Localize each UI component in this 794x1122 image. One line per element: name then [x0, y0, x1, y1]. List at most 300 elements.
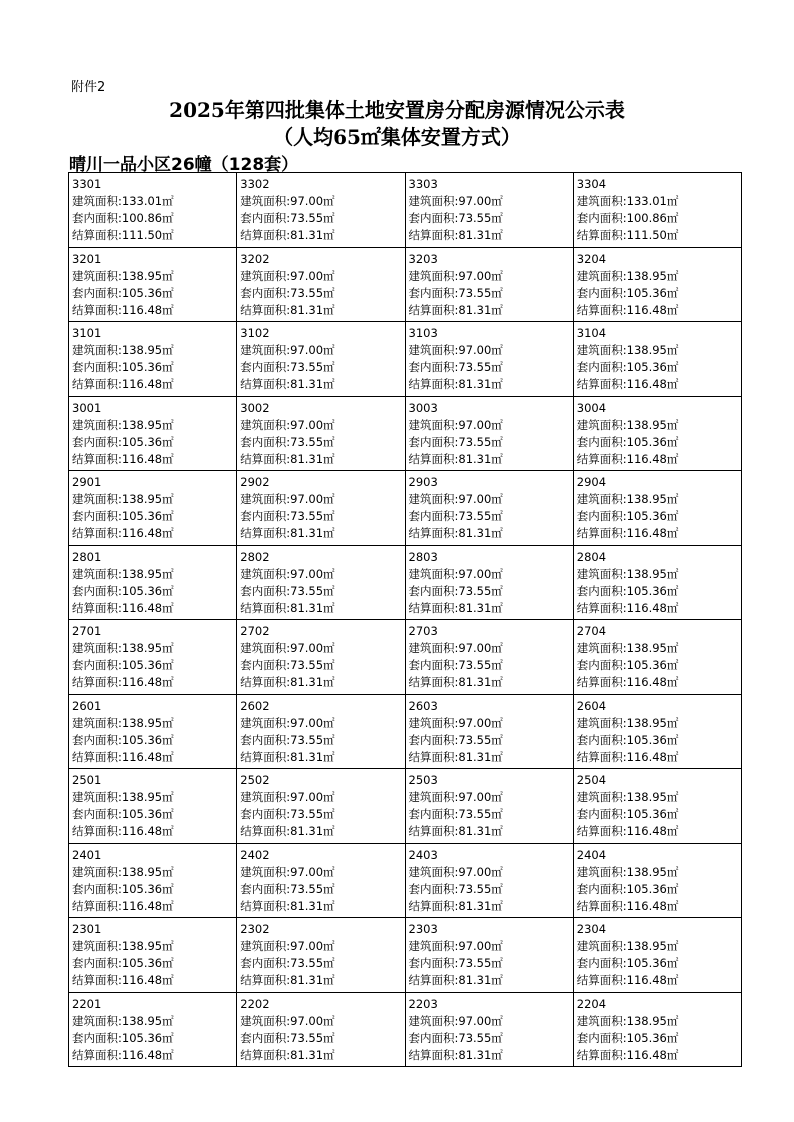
colon: : — [622, 641, 627, 655]
table-row — [69, 322, 742, 397]
build-area-value: 138.95㎡ — [626, 566, 679, 581]
settle-area-value: 116.48㎡ — [121, 675, 174, 689]
build-area-value: 138.95㎡ — [626, 641, 679, 655]
unit-number — [240, 325, 404, 342]
build-area-label: 建筑面积 — [576, 417, 623, 432]
inner-area-label: 套内面积 — [576, 956, 623, 970]
build-area — [577, 417, 741, 434]
unit-number — [72, 921, 236, 938]
colon: : — [286, 211, 291, 225]
unit-number-value: 2203 — [408, 996, 438, 1011]
colon: : — [454, 600, 459, 615]
unit-number-value: 2404 — [576, 847, 607, 862]
colon: : — [454, 749, 459, 764]
unit-number — [577, 996, 741, 1013]
inner-area — [72, 508, 236, 525]
colon: : — [286, 228, 291, 242]
colon: : — [622, 583, 627, 598]
build-area-label: 建筑面积 — [72, 864, 118, 879]
settle-area-label: 结算面积 — [576, 228, 623, 242]
colon: : — [286, 360, 291, 374]
unit-number-value: 3203 — [408, 251, 438, 266]
page-title-sub: （人均65㎡集体安置方式） — [273, 125, 521, 149]
build-area — [72, 193, 236, 210]
attachment-label: 附件2 — [71, 80, 106, 95]
build-area-label: 建筑面积 — [72, 492, 118, 506]
colon: : — [118, 268, 122, 283]
settle-area-value: 81.31㎡ — [458, 973, 503, 987]
settle-area-label: 结算面积 — [408, 973, 455, 987]
inner-area-value: 73.55㎡ — [290, 434, 335, 449]
inner-area-label: 套内面积 — [576, 211, 623, 225]
build-area-label: 建筑面积 — [408, 790, 455, 804]
colon: : — [118, 732, 122, 747]
unit-number — [240, 698, 404, 715]
inner-area-value: 73.55㎡ — [290, 1030, 335, 1045]
build-area-value: 138.95㎡ — [121, 268, 174, 283]
colon: : — [118, 600, 122, 615]
build-area — [72, 491, 236, 508]
inner-area-label: 套内面积 — [72, 732, 118, 747]
unit-number — [409, 623, 573, 640]
inner-area-value: 105.36㎡ — [121, 583, 174, 598]
settle-area-label: 结算面积 — [240, 377, 287, 391]
unit-number-value: 3302 — [240, 177, 270, 191]
inner-area — [72, 732, 236, 749]
build-area — [577, 342, 741, 359]
unit-number — [409, 176, 573, 193]
build-area — [240, 715, 404, 732]
inner-area-value: 105.36㎡ — [626, 285, 679, 300]
inner-area — [72, 359, 236, 376]
build-area-value: 97.00㎡ — [290, 417, 335, 432]
settle-area — [409, 972, 573, 989]
build-area-label: 建筑面积 — [240, 790, 287, 804]
settle-area — [577, 898, 741, 915]
colon: : — [622, 973, 627, 987]
inner-area — [72, 881, 236, 898]
settle-area-value: 116.48㎡ — [626, 824, 679, 838]
build-area-value: 138.95㎡ — [121, 641, 174, 655]
settle-area-value: 116.48㎡ — [626, 302, 679, 317]
settle-area-value: 81.31㎡ — [458, 302, 503, 317]
build-area-value: 97.00㎡ — [290, 939, 335, 953]
unit-number — [72, 623, 236, 640]
colon: : — [622, 211, 627, 225]
unit-number — [577, 251, 741, 268]
unit-number-value: 2901 — [72, 475, 102, 489]
building-heading: 晴川一品小区26幢（128套） — [69, 155, 299, 175]
build-area — [577, 1013, 741, 1030]
colon: : — [118, 451, 122, 466]
colon: : — [286, 434, 291, 449]
colon: : — [622, 343, 627, 357]
settle-area — [577, 823, 741, 840]
build-area-value: 97.00㎡ — [290, 1013, 335, 1028]
inner-area-value: 105.36㎡ — [626, 509, 679, 523]
inner-area-value: 73.55㎡ — [458, 881, 503, 896]
table-row — [69, 694, 742, 769]
colon: : — [454, 302, 459, 317]
build-area-value: 138.95㎡ — [626, 715, 679, 730]
settle-area-label: 结算面积 — [240, 898, 287, 913]
colon: : — [118, 749, 122, 764]
inner-area — [72, 806, 236, 823]
colon: : — [454, 377, 459, 391]
inner-area — [240, 1030, 404, 1047]
inner-area-value: 105.36㎡ — [121, 1030, 174, 1045]
build-area — [409, 417, 573, 434]
unit-cell — [237, 918, 405, 993]
colon: : — [118, 211, 122, 225]
settle-area — [72, 749, 236, 766]
settle-area — [240, 674, 404, 691]
settle-area-value: 116.48㎡ — [626, 377, 679, 391]
build-area-label: 建筑面积 — [408, 417, 455, 432]
settle-area-label: 结算面积 — [72, 824, 118, 838]
table-row — [69, 247, 742, 322]
inner-area-label: 套内面积 — [408, 658, 455, 672]
colon: : — [622, 749, 627, 764]
inner-area-value: 73.55㎡ — [290, 658, 335, 672]
inner-area-label: 套内面积 — [408, 285, 455, 300]
unit-number-value: 2201 — [72, 996, 102, 1011]
settle-area-label: 结算面积 — [72, 749, 118, 764]
settle-area-label: 结算面积 — [408, 675, 455, 689]
build-area — [577, 789, 741, 806]
colon: : — [286, 285, 291, 300]
build-area — [240, 789, 404, 806]
unit-number-value: 2303 — [408, 922, 438, 936]
unit-cell — [573, 396, 741, 471]
settle-area — [240, 451, 404, 468]
build-area-label: 建筑面积 — [576, 864, 623, 879]
settle-area-value: 81.31㎡ — [458, 1047, 503, 1062]
inner-area — [409, 1030, 573, 1047]
unit-cell — [573, 769, 741, 844]
colon: : — [454, 343, 459, 357]
inner-area-value: 73.55㎡ — [290, 881, 335, 896]
unit-number-value: 2601 — [72, 698, 102, 713]
build-area — [72, 640, 236, 657]
unit-number-value: 2402 — [240, 847, 270, 862]
colon: : — [454, 675, 459, 689]
build-area-value: 97.00㎡ — [290, 715, 335, 730]
colon: : — [622, 881, 627, 896]
unit-number — [409, 549, 573, 566]
settle-area — [577, 674, 741, 691]
inner-area-label: 套内面积 — [576, 434, 623, 449]
colon: : — [622, 732, 627, 747]
settle-area-label: 结算面积 — [240, 1047, 287, 1062]
unit-number-value: 2503 — [408, 773, 438, 787]
build-area-label: 建筑面积 — [72, 1013, 118, 1028]
inner-area-label: 套内面积 — [240, 956, 287, 970]
inner-area-value: 73.55㎡ — [290, 211, 335, 225]
build-area — [577, 491, 741, 508]
settle-area-label: 结算面积 — [240, 675, 287, 689]
colon: : — [118, 377, 122, 391]
build-area — [240, 1013, 404, 1030]
unit-number-value: 2703 — [408, 624, 438, 638]
settle-area-label: 结算面积 — [72, 600, 118, 615]
inner-area — [577, 955, 741, 972]
settle-area — [72, 451, 236, 468]
settle-area — [72, 302, 236, 319]
unit-number — [409, 251, 573, 268]
unit-cell — [573, 992, 741, 1067]
unit-cell — [237, 620, 405, 695]
colon: : — [118, 658, 122, 672]
inner-area-value: 73.55㎡ — [458, 956, 503, 970]
inner-area — [72, 1030, 236, 1047]
table-row — [69, 992, 742, 1067]
inner-area-value: 73.55㎡ — [458, 658, 503, 672]
settle-area-label: 结算面积 — [576, 451, 623, 466]
settle-area — [72, 972, 236, 989]
inner-area-label: 套内面积 — [72, 956, 118, 970]
settle-area-label: 结算面积 — [408, 377, 455, 391]
settle-area-value: 116.48㎡ — [121, 526, 174, 540]
settle-area — [409, 302, 573, 319]
table-row — [69, 471, 742, 546]
colon: : — [622, 600, 627, 615]
inner-area-value: 73.55㎡ — [458, 434, 503, 449]
unit-cell — [69, 396, 237, 471]
inner-area-label: 套内面积 — [240, 285, 287, 300]
colon: : — [454, 566, 459, 581]
settle-area-value: 81.31㎡ — [458, 824, 503, 838]
unit-number-value: 2903 — [408, 475, 438, 489]
unit-number-value: 3301 — [72, 177, 102, 191]
colon: : — [118, 715, 122, 730]
build-area — [72, 789, 236, 806]
unit-cell — [573, 471, 741, 546]
settle-area-value: 81.31㎡ — [458, 600, 503, 615]
inner-area-label: 套内面积 — [72, 1030, 118, 1045]
build-area-value: 97.00㎡ — [290, 790, 335, 804]
settle-area — [72, 227, 236, 244]
settle-area-label: 结算面积 — [72, 898, 118, 913]
settle-area — [409, 823, 573, 840]
unit-cell — [69, 173, 237, 248]
settle-area-value: 116.48㎡ — [626, 675, 679, 689]
build-area — [72, 342, 236, 359]
colon: : — [622, 864, 627, 879]
inner-area-label: 套内面积 — [408, 434, 455, 449]
inner-area — [240, 285, 404, 302]
unit-number-value: 3001 — [72, 400, 102, 415]
unit-number-value: 2803 — [408, 549, 438, 564]
build-area-value: 138.95㎡ — [121, 343, 174, 357]
build-area-label: 建筑面积 — [576, 790, 623, 804]
colon: : — [118, 566, 122, 581]
colon: : — [454, 1047, 459, 1062]
settle-area-value: 116.48㎡ — [626, 451, 679, 466]
build-area-label: 建筑面积 — [408, 566, 455, 581]
colon: : — [118, 285, 122, 300]
unit-cell — [237, 992, 405, 1067]
colon: : — [118, 417, 122, 432]
unit-number-value: 3003 — [408, 400, 438, 415]
inner-area-value: 73.55㎡ — [290, 956, 335, 970]
build-area-label: 建筑面积 — [576, 194, 623, 208]
colon: : — [118, 583, 122, 598]
settle-area-value: 81.31㎡ — [290, 1047, 335, 1062]
inner-area — [409, 955, 573, 972]
unit-cell — [573, 918, 741, 993]
colon: : — [118, 1013, 122, 1028]
unit-cell — [573, 620, 741, 695]
unit-number-value: 2204 — [576, 996, 607, 1011]
colon: : — [286, 566, 291, 581]
colon: : — [286, 790, 291, 804]
unit-number — [240, 400, 404, 417]
colon: : — [286, 732, 291, 747]
build-area-label: 建筑面积 — [240, 641, 287, 655]
build-area-label: 建筑面积 — [576, 715, 623, 730]
colon: : — [286, 417, 291, 432]
build-area — [577, 193, 741, 210]
build-area-label: 建筑面积 — [408, 1013, 455, 1028]
inner-area-value: 105.36㎡ — [121, 732, 174, 747]
build-area-value: 97.00㎡ — [290, 492, 335, 506]
inner-area-label: 套内面积 — [408, 583, 455, 598]
unit-number-value: 2702 — [240, 624, 270, 638]
colon: : — [622, 509, 627, 523]
colon: : — [286, 715, 291, 730]
build-area-label: 建筑面积 — [576, 343, 623, 357]
colon: : — [622, 790, 627, 804]
unit-number — [72, 251, 236, 268]
settle-area — [577, 749, 741, 766]
settle-area-value: 111.50㎡ — [626, 228, 679, 242]
settle-area-value: 81.31㎡ — [290, 675, 335, 689]
inner-area-label: 套内面积 — [408, 1030, 455, 1045]
colon: : — [286, 1047, 291, 1062]
build-area — [409, 715, 573, 732]
unit-number — [577, 549, 741, 566]
unit-number-value: 3101 — [72, 326, 102, 340]
unit-number-value: 3204 — [576, 251, 607, 266]
build-area-value: 97.00㎡ — [458, 715, 503, 730]
inner-area-label: 套内面积 — [576, 658, 623, 672]
colon: : — [622, 675, 627, 689]
colon: : — [454, 715, 459, 730]
colon: : — [118, 343, 122, 357]
settle-area — [240, 600, 404, 617]
inner-area-label: 套内面积 — [240, 658, 287, 672]
build-area-value: 133.01㎡ — [626, 194, 679, 208]
inner-area-value: 105.36㎡ — [121, 285, 174, 300]
unit-number-value: 2704 — [576, 624, 607, 638]
build-area — [240, 193, 404, 210]
inner-area-label: 套内面积 — [576, 807, 623, 821]
build-area-label: 建筑面积 — [408, 641, 455, 655]
inner-area — [409, 881, 573, 898]
settle-area-label: 结算面积 — [240, 824, 287, 838]
unit-number-value: 3201 — [72, 251, 102, 266]
colon: : — [286, 675, 291, 689]
build-area — [72, 864, 236, 881]
settle-area — [72, 674, 236, 691]
table-row — [69, 173, 742, 248]
unit-cell — [237, 396, 405, 471]
inner-area-label: 套内面积 — [240, 211, 287, 225]
build-area-value: 97.00㎡ — [458, 1013, 503, 1028]
inner-area-value: 105.36㎡ — [121, 434, 174, 449]
unit-number — [240, 176, 404, 193]
colon: : — [286, 526, 291, 540]
unit-cell — [69, 620, 237, 695]
colon: : — [622, 1030, 627, 1045]
settle-area-value: 81.31㎡ — [290, 451, 335, 466]
inner-area — [240, 508, 404, 525]
inner-area — [577, 583, 741, 600]
settle-area-label: 结算面积 — [408, 451, 455, 466]
colon: : — [286, 749, 291, 764]
colon: : — [286, 268, 291, 283]
settle-area-label: 结算面积 — [240, 451, 287, 466]
colon: : — [622, 566, 627, 581]
unit-cell — [405, 918, 573, 993]
settle-area — [72, 898, 236, 915]
unit-cell — [573, 694, 741, 769]
inner-area — [72, 434, 236, 451]
settle-area — [409, 376, 573, 393]
settle-area — [577, 1047, 741, 1064]
build-area-label: 建筑面积 — [240, 417, 287, 432]
build-area-value: 138.95㎡ — [626, 268, 679, 283]
build-area-value: 97.00㎡ — [290, 566, 335, 581]
settle-area-value: 81.31㎡ — [458, 451, 503, 466]
inner-area-value: 73.55㎡ — [458, 583, 503, 598]
inner-area-value: 73.55㎡ — [290, 583, 335, 598]
settle-area-value: 81.31㎡ — [290, 824, 335, 838]
build-area-value: 138.95㎡ — [626, 1013, 679, 1028]
settle-area-value: 116.48㎡ — [121, 451, 174, 466]
colon: : — [454, 434, 459, 449]
inner-area-value: 105.36㎡ — [121, 881, 174, 896]
colon: : — [286, 492, 291, 506]
unit-cell — [237, 545, 405, 620]
build-area-value: 97.00㎡ — [290, 268, 335, 283]
colon: : — [454, 228, 459, 242]
inner-area-value: 105.36㎡ — [626, 881, 679, 896]
inner-area — [409, 285, 573, 302]
settle-area-label: 结算面积 — [408, 898, 455, 913]
unit-number-value: 2502 — [240, 773, 270, 787]
settle-area-label: 结算面积 — [72, 1047, 118, 1062]
inner-area-value: 105.36㎡ — [626, 434, 679, 449]
unit-number — [240, 996, 404, 1013]
page-title: 2025年第四批集体土地安置房分配房源情况公示表 — [169, 98, 625, 122]
colon: : — [118, 302, 122, 317]
build-area-value: 97.00㎡ — [458, 864, 503, 879]
colon: : — [118, 641, 122, 655]
settle-area — [409, 451, 573, 468]
unit-cell — [573, 173, 741, 248]
colon: : — [454, 211, 459, 225]
unit-number-value: 3303 — [408, 177, 438, 191]
colon: : — [454, 451, 459, 466]
inner-area — [409, 359, 573, 376]
inner-area-label: 套内面积 — [72, 285, 118, 300]
build-area — [409, 1013, 573, 1030]
build-area — [72, 1013, 236, 1030]
settle-area — [240, 1047, 404, 1064]
unit-cell — [405, 471, 573, 546]
